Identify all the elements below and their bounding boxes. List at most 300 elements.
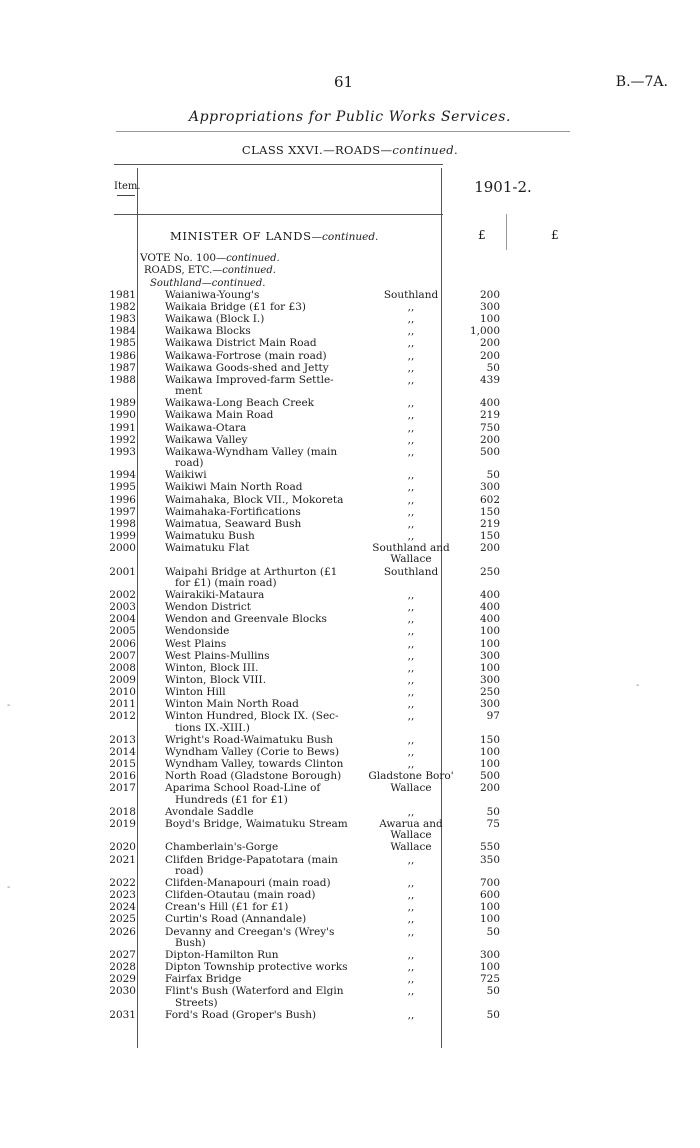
item-description bbox=[165, 326, 371, 338]
item-description bbox=[165, 783, 371, 806]
item-amount: 500 bbox=[479, 770, 500, 782]
currency-symbol-col2: £ bbox=[551, 228, 559, 242]
item-district-text: ,, bbox=[407, 433, 415, 446]
item-district bbox=[365, 567, 457, 579]
item-description-text: Waimatua, Seaward Bush bbox=[165, 517, 302, 530]
item-description-text: Wendonside bbox=[165, 625, 230, 638]
item-number: 1990 bbox=[109, 409, 136, 422]
item-amount: 100 bbox=[479, 961, 500, 974]
item-number: 2022 bbox=[109, 877, 136, 890]
item-description bbox=[165, 543, 371, 555]
item-amount: 150 bbox=[479, 529, 500, 542]
item-district bbox=[365, 771, 457, 783]
item-description-text: Waianiwa-Young's bbox=[165, 289, 260, 301]
item-amount: 50 bbox=[486, 985, 500, 998]
item-number: 1988 bbox=[109, 373, 136, 386]
item-district-text: ,, bbox=[407, 877, 415, 890]
item-description bbox=[165, 878, 371, 890]
item-district-text: ,, bbox=[407, 625, 415, 638]
page-title: Appropriations for Public Works Services. bbox=[188, 109, 512, 125]
item-description-text: Waimahaka-Fortifications bbox=[165, 505, 301, 518]
item-description-continued: ment bbox=[175, 385, 203, 398]
item-district bbox=[365, 974, 457, 986]
item-number: 2011 bbox=[109, 698, 136, 710]
item-description-text: Winton, Block III. bbox=[165, 661, 259, 674]
item-number: 1994 bbox=[109, 469, 136, 482]
item-description-text: Aparima School Road-Line of bbox=[165, 782, 321, 795]
item-district bbox=[365, 783, 457, 795]
item-district-text: Southland bbox=[383, 565, 439, 578]
item-district-text: ,, bbox=[407, 589, 415, 602]
header-rule-top bbox=[114, 164, 443, 165]
item-amount: 200 bbox=[479, 289, 500, 301]
item-district bbox=[365, 590, 457, 602]
item-description bbox=[165, 614, 371, 626]
vote-heading-text: VOTE No. 100 bbox=[140, 252, 217, 264]
item-description-text: Waikawa Improved-farm Settle- bbox=[165, 373, 334, 386]
item-amount: 100 bbox=[479, 913, 500, 926]
document-reference: B.—7A. bbox=[615, 74, 668, 90]
vote-heading bbox=[140, 252, 280, 264]
item-description-text: Waimatuku Bush bbox=[165, 529, 255, 542]
item-district-text: ,, bbox=[407, 1009, 415, 1021]
item-district-text: ,, bbox=[407, 517, 415, 530]
item-district bbox=[365, 435, 457, 447]
item-number: 1999 bbox=[109, 529, 136, 542]
item-description bbox=[165, 602, 371, 614]
item-district bbox=[365, 651, 457, 663]
item-description bbox=[165, 567, 371, 590]
minister-heading-suffix: —continued. bbox=[311, 231, 379, 243]
item-number: 1997 bbox=[109, 505, 136, 518]
item-district bbox=[365, 1010, 457, 1022]
item-district bbox=[365, 302, 457, 314]
item-amount: 400 bbox=[479, 613, 500, 626]
item-amount: 1,000 bbox=[469, 325, 500, 338]
item-column-divider bbox=[137, 168, 138, 1048]
item-number: 2016 bbox=[109, 770, 136, 782]
item-amount: 50 bbox=[486, 925, 500, 938]
item-district bbox=[365, 759, 457, 771]
item-description bbox=[165, 398, 371, 410]
vote-heading-suffix: —continued. bbox=[216, 253, 280, 264]
item-amount: 200 bbox=[479, 337, 500, 350]
item-description-text: Ford's Road (Groper's Bush) bbox=[165, 1009, 317, 1021]
item-description bbox=[165, 531, 371, 543]
item-number: 2013 bbox=[109, 733, 136, 746]
item-district bbox=[365, 363, 457, 375]
item-description-text: Flint's Bush (Waterford and Elgin bbox=[165, 985, 344, 998]
item-district-text: ,, bbox=[407, 337, 415, 350]
item-district bbox=[365, 543, 457, 566]
item-district bbox=[365, 326, 457, 338]
item-amount: 100 bbox=[479, 637, 500, 650]
item-number: 1983 bbox=[109, 313, 136, 326]
item-district bbox=[365, 639, 457, 651]
item-description-text: Waikawa Goods-shed and Jetty bbox=[165, 361, 329, 374]
item-description-text: Waikawa District Main Road bbox=[165, 337, 317, 350]
item-amount: 97 bbox=[486, 710, 500, 723]
item-district bbox=[365, 914, 457, 926]
item-district-text: Wallace bbox=[390, 782, 432, 795]
item-description-text: Waikaia Bridge (£1 for £3) bbox=[165, 301, 306, 314]
item-district bbox=[365, 626, 457, 638]
item-description bbox=[165, 699, 371, 711]
item-amount: 219 bbox=[479, 409, 500, 422]
item-amount: 600 bbox=[479, 889, 500, 902]
minister-heading bbox=[170, 229, 378, 243]
item-description-continued: Streets) bbox=[175, 996, 218, 1009]
item-description-text: Wyndham Valley (Corie to Bews) bbox=[165, 745, 340, 758]
item-district bbox=[365, 890, 457, 902]
item-district-text: ,, bbox=[407, 973, 415, 986]
item-number: 1987 bbox=[109, 361, 136, 374]
item-description-text: Wyndham Valley, towards Clinton bbox=[165, 757, 344, 770]
item-district bbox=[365, 410, 457, 422]
item-number: 2024 bbox=[109, 901, 136, 914]
page-number: 61 bbox=[334, 73, 354, 91]
item-district-text: ,, bbox=[407, 853, 415, 866]
item-amount: 400 bbox=[479, 397, 500, 410]
item-description-continued: for £1) (main road) bbox=[175, 577, 277, 589]
item-description-text: North Road (Gladstone Borough) bbox=[165, 770, 342, 782]
item-amount: 400 bbox=[479, 589, 500, 602]
item-description-text: Waikawa (Block I.) bbox=[165, 313, 265, 326]
item-district-continued: Wallace bbox=[390, 553, 432, 566]
item-description bbox=[165, 639, 371, 651]
item-number: 2004 bbox=[109, 613, 136, 626]
minister-heading-text: MINISTER OF LANDS bbox=[170, 229, 312, 243]
item-number: 1986 bbox=[109, 349, 136, 362]
item-number: 2026 bbox=[109, 925, 136, 938]
item-district bbox=[365, 663, 457, 675]
item-description-text: Waikawa Blocks bbox=[165, 325, 251, 338]
item-district-text: ,, bbox=[407, 361, 415, 374]
item-description bbox=[165, 962, 371, 974]
item-district bbox=[365, 687, 457, 699]
item-district bbox=[365, 819, 457, 842]
item-amount: 250 bbox=[479, 565, 500, 578]
item-district-text: ,, bbox=[407, 661, 415, 674]
item-district bbox=[365, 855, 457, 867]
roads-heading bbox=[144, 265, 276, 276]
year-column-header: 1901-2. bbox=[474, 178, 532, 196]
item-description bbox=[165, 819, 371, 831]
item-description-text: Curtin's Road (Annandale) bbox=[165, 913, 307, 926]
roads-heading-text: ROADS, ETC. bbox=[144, 265, 213, 276]
item-district-text: ,, bbox=[407, 397, 415, 410]
item-description-text: Clifden-Manapouri (main road) bbox=[165, 877, 331, 890]
item-number: 2030 bbox=[109, 985, 136, 998]
item-description-text: West Plains bbox=[165, 637, 227, 650]
item-amount: 200 bbox=[479, 433, 500, 446]
item-number: 2015 bbox=[109, 757, 136, 770]
item-district-text: ,, bbox=[407, 445, 415, 458]
currency-symbol-col1: £ bbox=[478, 228, 486, 242]
item-amount: 300 bbox=[479, 673, 500, 686]
item-number: 2017 bbox=[109, 782, 136, 795]
item-district-text: ,, bbox=[407, 469, 415, 482]
item-number: 2014 bbox=[109, 745, 136, 758]
item-description bbox=[165, 338, 371, 350]
item-description-text: Clifden Bridge-Papatotara (main bbox=[165, 853, 338, 866]
item-district bbox=[365, 507, 457, 519]
item-description bbox=[165, 590, 371, 602]
title-rule bbox=[116, 131, 570, 132]
item-district bbox=[365, 531, 457, 543]
item-description bbox=[165, 351, 371, 363]
item-description bbox=[165, 902, 371, 914]
item-description bbox=[165, 663, 371, 675]
item-description bbox=[165, 855, 371, 878]
item-district-text: ,, bbox=[407, 301, 415, 314]
item-description-text: Waikawa Valley bbox=[165, 433, 248, 446]
item-district-text: ,, bbox=[407, 685, 415, 698]
item-number: 2018 bbox=[109, 805, 136, 818]
item-district bbox=[365, 747, 457, 759]
item-amount: 200 bbox=[479, 349, 500, 362]
item-description bbox=[165, 447, 371, 470]
item-description-text: Waikawa Main Road bbox=[165, 409, 274, 422]
item-number: 2020 bbox=[109, 841, 136, 854]
item-description-text: Waimatuku Flat bbox=[165, 541, 250, 554]
item-description bbox=[165, 519, 371, 531]
item-description-text: Avondale Saddle bbox=[165, 805, 254, 818]
item-description-text: Wendon District bbox=[165, 601, 251, 614]
item-amount: 219 bbox=[479, 517, 500, 530]
item-district-text: ,, bbox=[407, 421, 415, 434]
item-district-text: ,, bbox=[407, 313, 415, 326]
header-rule-bottom bbox=[114, 214, 443, 215]
item-district-text: ,, bbox=[407, 949, 415, 962]
item-district bbox=[365, 962, 457, 974]
item-description-text: Wright's Road-Waimatuku Bush bbox=[165, 733, 333, 746]
item-description bbox=[165, 363, 371, 375]
item-district bbox=[365, 470, 457, 482]
scan-mark: - bbox=[7, 700, 11, 711]
item-district bbox=[365, 986, 457, 998]
item-number: 2028 bbox=[109, 961, 136, 974]
item-district bbox=[365, 314, 457, 326]
item-description bbox=[165, 482, 371, 494]
roads-heading-suffix: —continued. bbox=[212, 265, 276, 276]
item-district-text: ,, bbox=[407, 913, 415, 926]
item-description bbox=[165, 927, 371, 950]
item-number: 2012 bbox=[109, 710, 136, 723]
item-description bbox=[165, 735, 371, 747]
class-heading-continued: continued. bbox=[392, 143, 459, 157]
item-district bbox=[365, 351, 457, 363]
item-description-continued: tions IX.-XIII.) bbox=[175, 721, 250, 734]
item-description-text: Winton Hill bbox=[165, 685, 226, 698]
item-description-text: Chamberlain's-Gorge bbox=[165, 841, 279, 854]
item-description bbox=[165, 890, 371, 902]
item-number: 2025 bbox=[109, 913, 136, 926]
item-district-text: Gladstone Boro' bbox=[368, 770, 454, 782]
item-amount: 150 bbox=[479, 733, 500, 746]
item-description-text: Winton Main North Road bbox=[165, 698, 299, 710]
item-description bbox=[165, 302, 371, 314]
item-amount: 100 bbox=[479, 661, 500, 674]
item-district bbox=[365, 950, 457, 962]
item-district bbox=[365, 602, 457, 614]
item-description-text: Wendon and Greenvale Blocks bbox=[165, 613, 327, 626]
item-description-text: Waikawa-Fortrose (main road) bbox=[165, 349, 327, 362]
item-description-text: Winton, Block VIII. bbox=[165, 673, 267, 686]
item-amount: 100 bbox=[479, 757, 500, 770]
item-amount: 725 bbox=[479, 973, 500, 986]
item-description bbox=[165, 675, 371, 687]
item-district-text: ,, bbox=[407, 649, 415, 662]
item-district-text: Southland and bbox=[372, 541, 450, 554]
item-description bbox=[165, 711, 371, 734]
item-number: 2000 bbox=[109, 541, 136, 554]
item-description bbox=[165, 974, 371, 986]
item-district bbox=[365, 519, 457, 531]
item-number: 1998 bbox=[109, 517, 136, 530]
item-amount: 50 bbox=[486, 1009, 500, 1021]
item-description-text: Crean's Hill (£1 for £1) bbox=[165, 901, 289, 914]
item-district bbox=[365, 878, 457, 890]
item-amount: 200 bbox=[479, 782, 500, 795]
amount-column-divider bbox=[506, 214, 507, 250]
item-number: 1989 bbox=[109, 397, 136, 410]
item-number: 2005 bbox=[109, 625, 136, 638]
item-district-text: Wallace bbox=[390, 841, 432, 854]
item-number: 1991 bbox=[109, 421, 136, 434]
item-number: 1992 bbox=[109, 433, 136, 446]
item-amount: 50 bbox=[486, 469, 500, 482]
item-number: 2001 bbox=[109, 565, 136, 578]
item-description-text: Waimahaka, Block VII., Mokoreta bbox=[165, 493, 344, 506]
item-district bbox=[365, 614, 457, 626]
item-number: 2029 bbox=[109, 973, 136, 986]
item-description bbox=[165, 375, 371, 398]
item-district-text: ,, bbox=[407, 349, 415, 362]
item-district-text: ,, bbox=[407, 373, 415, 386]
item-district-text: ,, bbox=[407, 613, 415, 626]
item-district-text: ,, bbox=[407, 985, 415, 998]
item-district-text: ,, bbox=[407, 961, 415, 974]
item-district bbox=[365, 807, 457, 819]
item-amount: 439 bbox=[479, 373, 500, 386]
item-number: 2002 bbox=[109, 589, 136, 602]
item-number: 1984 bbox=[109, 325, 136, 338]
item-amount: 250 bbox=[479, 685, 500, 698]
item-district bbox=[365, 927, 457, 939]
item-amount: 550 bbox=[479, 841, 500, 854]
item-amount: 100 bbox=[479, 313, 500, 326]
item-amount: 750 bbox=[479, 421, 500, 434]
item-amount: 200 bbox=[479, 541, 500, 554]
item-amount: 75 bbox=[486, 817, 500, 830]
item-description-text: Waipahi Bridge at Arthurton (£1 bbox=[165, 565, 338, 578]
item-district-text: ,, bbox=[407, 710, 415, 723]
item-description-text: Fairfax Bridge bbox=[165, 973, 242, 986]
item-description-text: Waikiwi bbox=[165, 469, 207, 482]
item-header-underline bbox=[117, 195, 135, 196]
item-number: 1995 bbox=[109, 481, 136, 494]
item-district bbox=[365, 290, 457, 302]
item-district-text: ,, bbox=[407, 925, 415, 938]
item-district-text: ,, bbox=[407, 745, 415, 758]
item-description-continued: road) bbox=[175, 457, 204, 470]
item-description-continued: road) bbox=[175, 865, 204, 877]
item-description-text: Waikiwi Main North Road bbox=[165, 481, 303, 494]
item-district-text: ,, bbox=[407, 901, 415, 914]
item-number: 2009 bbox=[109, 673, 136, 686]
item-description-continued: Bush) bbox=[175, 937, 206, 949]
item-district bbox=[365, 902, 457, 914]
item-district bbox=[365, 423, 457, 435]
item-description bbox=[165, 771, 371, 783]
item-column-header: Item. bbox=[114, 181, 141, 192]
item-number: 2019 bbox=[109, 817, 136, 830]
item-district-text: ,, bbox=[407, 481, 415, 494]
item-district-text: ,, bbox=[407, 325, 415, 338]
item-description bbox=[165, 314, 371, 326]
item-amount: 300 bbox=[479, 301, 500, 314]
item-district bbox=[365, 398, 457, 410]
item-number: 1993 bbox=[109, 445, 136, 458]
item-number: 1985 bbox=[109, 337, 136, 350]
item-district bbox=[365, 842, 457, 854]
item-district-text: ,, bbox=[407, 733, 415, 746]
item-amount: 300 bbox=[479, 481, 500, 494]
item-district-text: ,, bbox=[407, 601, 415, 614]
item-district-text: ,, bbox=[407, 409, 415, 422]
item-district-text: ,, bbox=[407, 889, 415, 902]
item-description-text: Waikawa-Wyndham Valley (main bbox=[165, 445, 338, 458]
item-description-continued: Hundreds (£1 for £1) bbox=[175, 793, 288, 806]
item-district-text: ,, bbox=[407, 805, 415, 818]
item-amount: 602 bbox=[479, 493, 500, 506]
item-amount: 400 bbox=[479, 601, 500, 614]
item-amount: 700 bbox=[479, 877, 500, 890]
item-district-text: Southland bbox=[383, 289, 439, 301]
item-number: 2027 bbox=[109, 949, 136, 962]
item-description-text: Clifden-Otautau (main road) bbox=[165, 889, 316, 902]
item-description-text: Winton Hundred, Block IX. (Sec- bbox=[165, 710, 339, 723]
item-description-text: Devanny and Creegan's (Wrey's bbox=[165, 925, 335, 938]
item-district-text: ,, bbox=[407, 698, 415, 710]
item-amount: 100 bbox=[479, 745, 500, 758]
item-number: 2008 bbox=[109, 661, 136, 674]
item-district bbox=[365, 699, 457, 711]
item-district bbox=[365, 711, 457, 723]
item-amount: 100 bbox=[479, 901, 500, 914]
item-district bbox=[365, 338, 457, 350]
item-description bbox=[165, 1010, 371, 1022]
class-heading-text: CLASS XXVI.—ROADS— bbox=[241, 143, 393, 157]
item-description-text: Wairakiki-Mataura bbox=[165, 589, 265, 602]
item-amount: 300 bbox=[479, 949, 500, 962]
item-amount: 150 bbox=[479, 505, 500, 518]
item-district-text: Awarua and bbox=[379, 817, 443, 830]
item-description bbox=[165, 470, 371, 482]
item-district-text: ,, bbox=[407, 673, 415, 686]
item-district bbox=[365, 447, 457, 459]
item-district-text: ,, bbox=[407, 493, 415, 506]
item-district bbox=[365, 675, 457, 687]
item-description bbox=[165, 914, 371, 926]
item-number: 1981 bbox=[109, 289, 136, 301]
item-description bbox=[165, 435, 371, 447]
item-district-text: ,, bbox=[407, 505, 415, 518]
item-district-continued: Wallace bbox=[390, 829, 432, 842]
item-description bbox=[165, 759, 371, 771]
item-number: 2010 bbox=[109, 685, 136, 698]
